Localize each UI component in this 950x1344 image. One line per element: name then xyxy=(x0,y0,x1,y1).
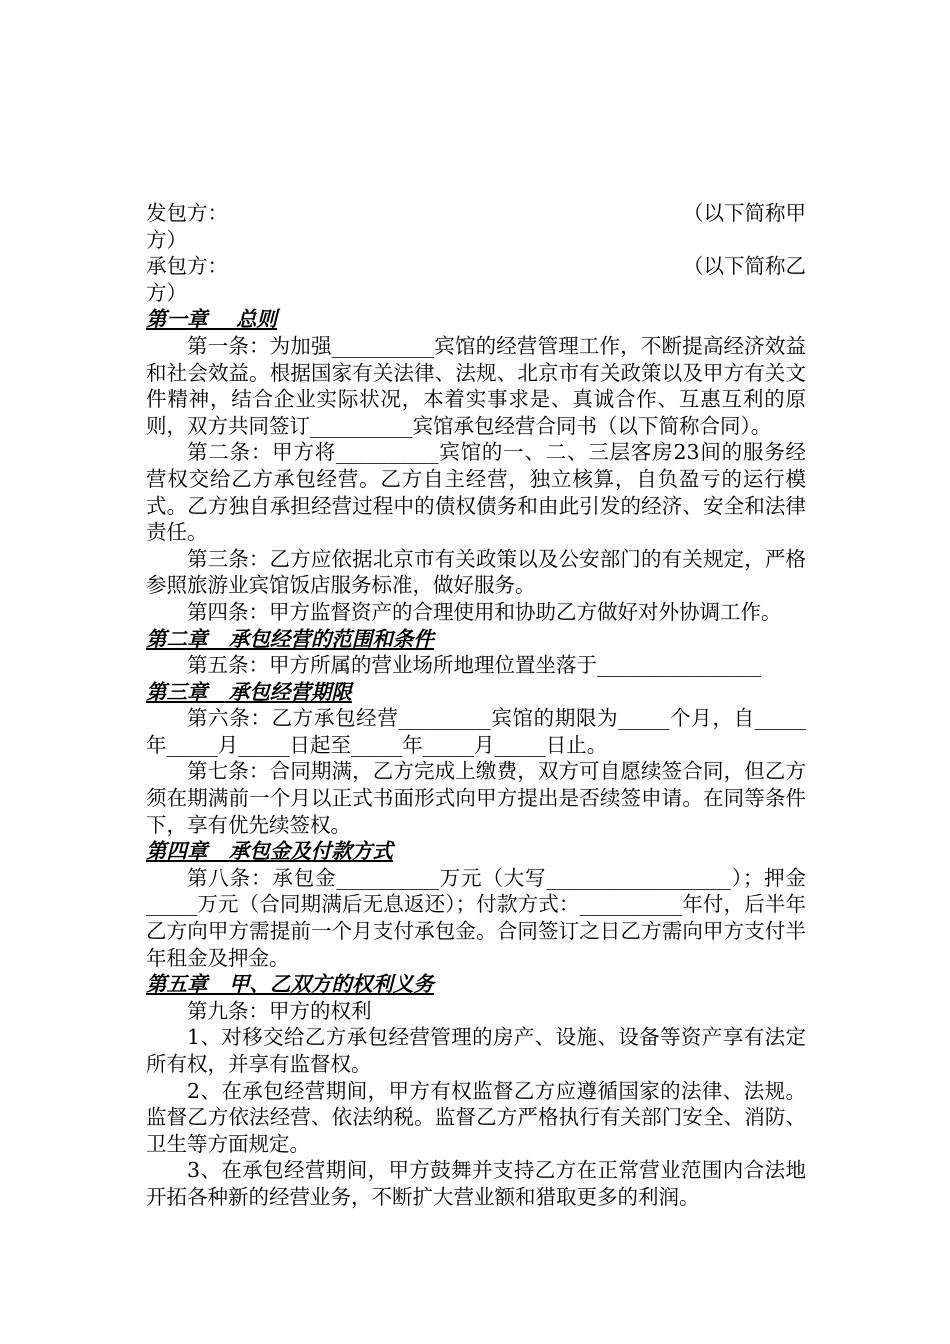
contract-body xyxy=(146,200,806,1211)
chapter-heading: 第一章 总则 xyxy=(146,307,278,332)
party-contractor-label: 承包方： xyxy=(146,254,228,279)
clause-paragraph: 第四条：甲方监督资产的合理使用和协助乙方做好对外协调工作。 xyxy=(187,599,782,624)
clause-paragraph: 第二条：甲方将__________宾馆的一、二、三层客房23间的服务经营权交给乙方承包经营。乙方自主经营，独立核算，自负盈亏的运行模式。乙方独自承担经营过程中的债权债务和由此引发的经济、安全和法律责任。 xyxy=(146,440,806,545)
party-employer-line xyxy=(146,200,806,227)
clause-paragraph: 1、对移交给乙方承包经营管理的房产、设施、设备等资产享有法定所有权，并享有监督权。 xyxy=(146,1025,806,1076)
contract-sections xyxy=(146,306,806,1210)
clause-paragraph: 3、在承包经营期间，甲方鼓舞并支持乙方在正常营业范围内合法地开拓各种新的经营业务，不断扩大营业额和猎取更多的利润。 xyxy=(146,1158,806,1209)
clause-paragraph: 第七条：合同期满，乙方完成上缴费，双方可自愿续签合同，但乙方须在期满前一个月以正式书面形式向甲方提出是否续签申请。在同等条件下，享有优先续签权。 xyxy=(146,759,806,837)
party-employer-label: 发包方： xyxy=(146,201,228,225)
chapter-heading: 第三章 承包经营期限 xyxy=(146,679,352,704)
chapter-heading: 第五章 甲、乙双方的权利义务 xyxy=(146,972,434,997)
party-contractor-note: （以下简称乙 xyxy=(683,254,806,279)
chapter-heading: 第四章 承包金及付款方式 xyxy=(146,839,393,864)
clause-paragraph: 第八条：承包金__________万元（大写__________________）；押金_____万元（合同期满后无息返还）；付款方式：__________年付，后半年乙方向甲方需提前一个月支付承包金。合同签订之日乙方需向甲方支付半年租金及押金。 xyxy=(146,865,806,970)
party-contractor-line xyxy=(146,253,806,280)
party-contractor-wrap: 方） xyxy=(146,280,187,305)
clause-paragraph: 第六条：乙方承包经营_________宾馆的期限为_____个月，自_____年_____月_____日起至_____年_____月_____日止。 xyxy=(146,706,806,757)
chapter-heading: 第二章 承包经营的范围和条件 xyxy=(146,626,434,651)
clause-paragraph: 第九条：甲方的权利 xyxy=(187,998,372,1023)
clause-paragraph: 2、在承包经营期间，甲方有权监督乙方应遵循国家的法律、法规。监督乙方依法经营、依法纳税。监督乙方严格执行有关部门安全、消防、卫生等方面规定。 xyxy=(146,1078,806,1156)
clause-paragraph: 第一条：为加强__________宾馆的经营管理工作，不断提高经济效益和社会效益。根据国家有关法律、法规、北京市有关政策以及甲方有关文件精神，结合企业实际状况，本着实事求是、真诚合作、互惠互利的原则，双方共同签订__________宾馆承包经营合同书（以下简称合同）。 xyxy=(146,333,806,438)
clause-paragraph: 第五条：甲方所属的营业场所地理位置坐落于________________ xyxy=(187,653,761,678)
party-employer-note: （以下简称甲 xyxy=(683,201,806,225)
party-employer-wrap: 方） xyxy=(146,227,187,252)
clause-paragraph: 第三条：乙方应依据北京市有关政策以及公安部门的有关规定，严格参照旅游业宾馆饭店服务标准，做好服务。 xyxy=(146,546,806,598)
